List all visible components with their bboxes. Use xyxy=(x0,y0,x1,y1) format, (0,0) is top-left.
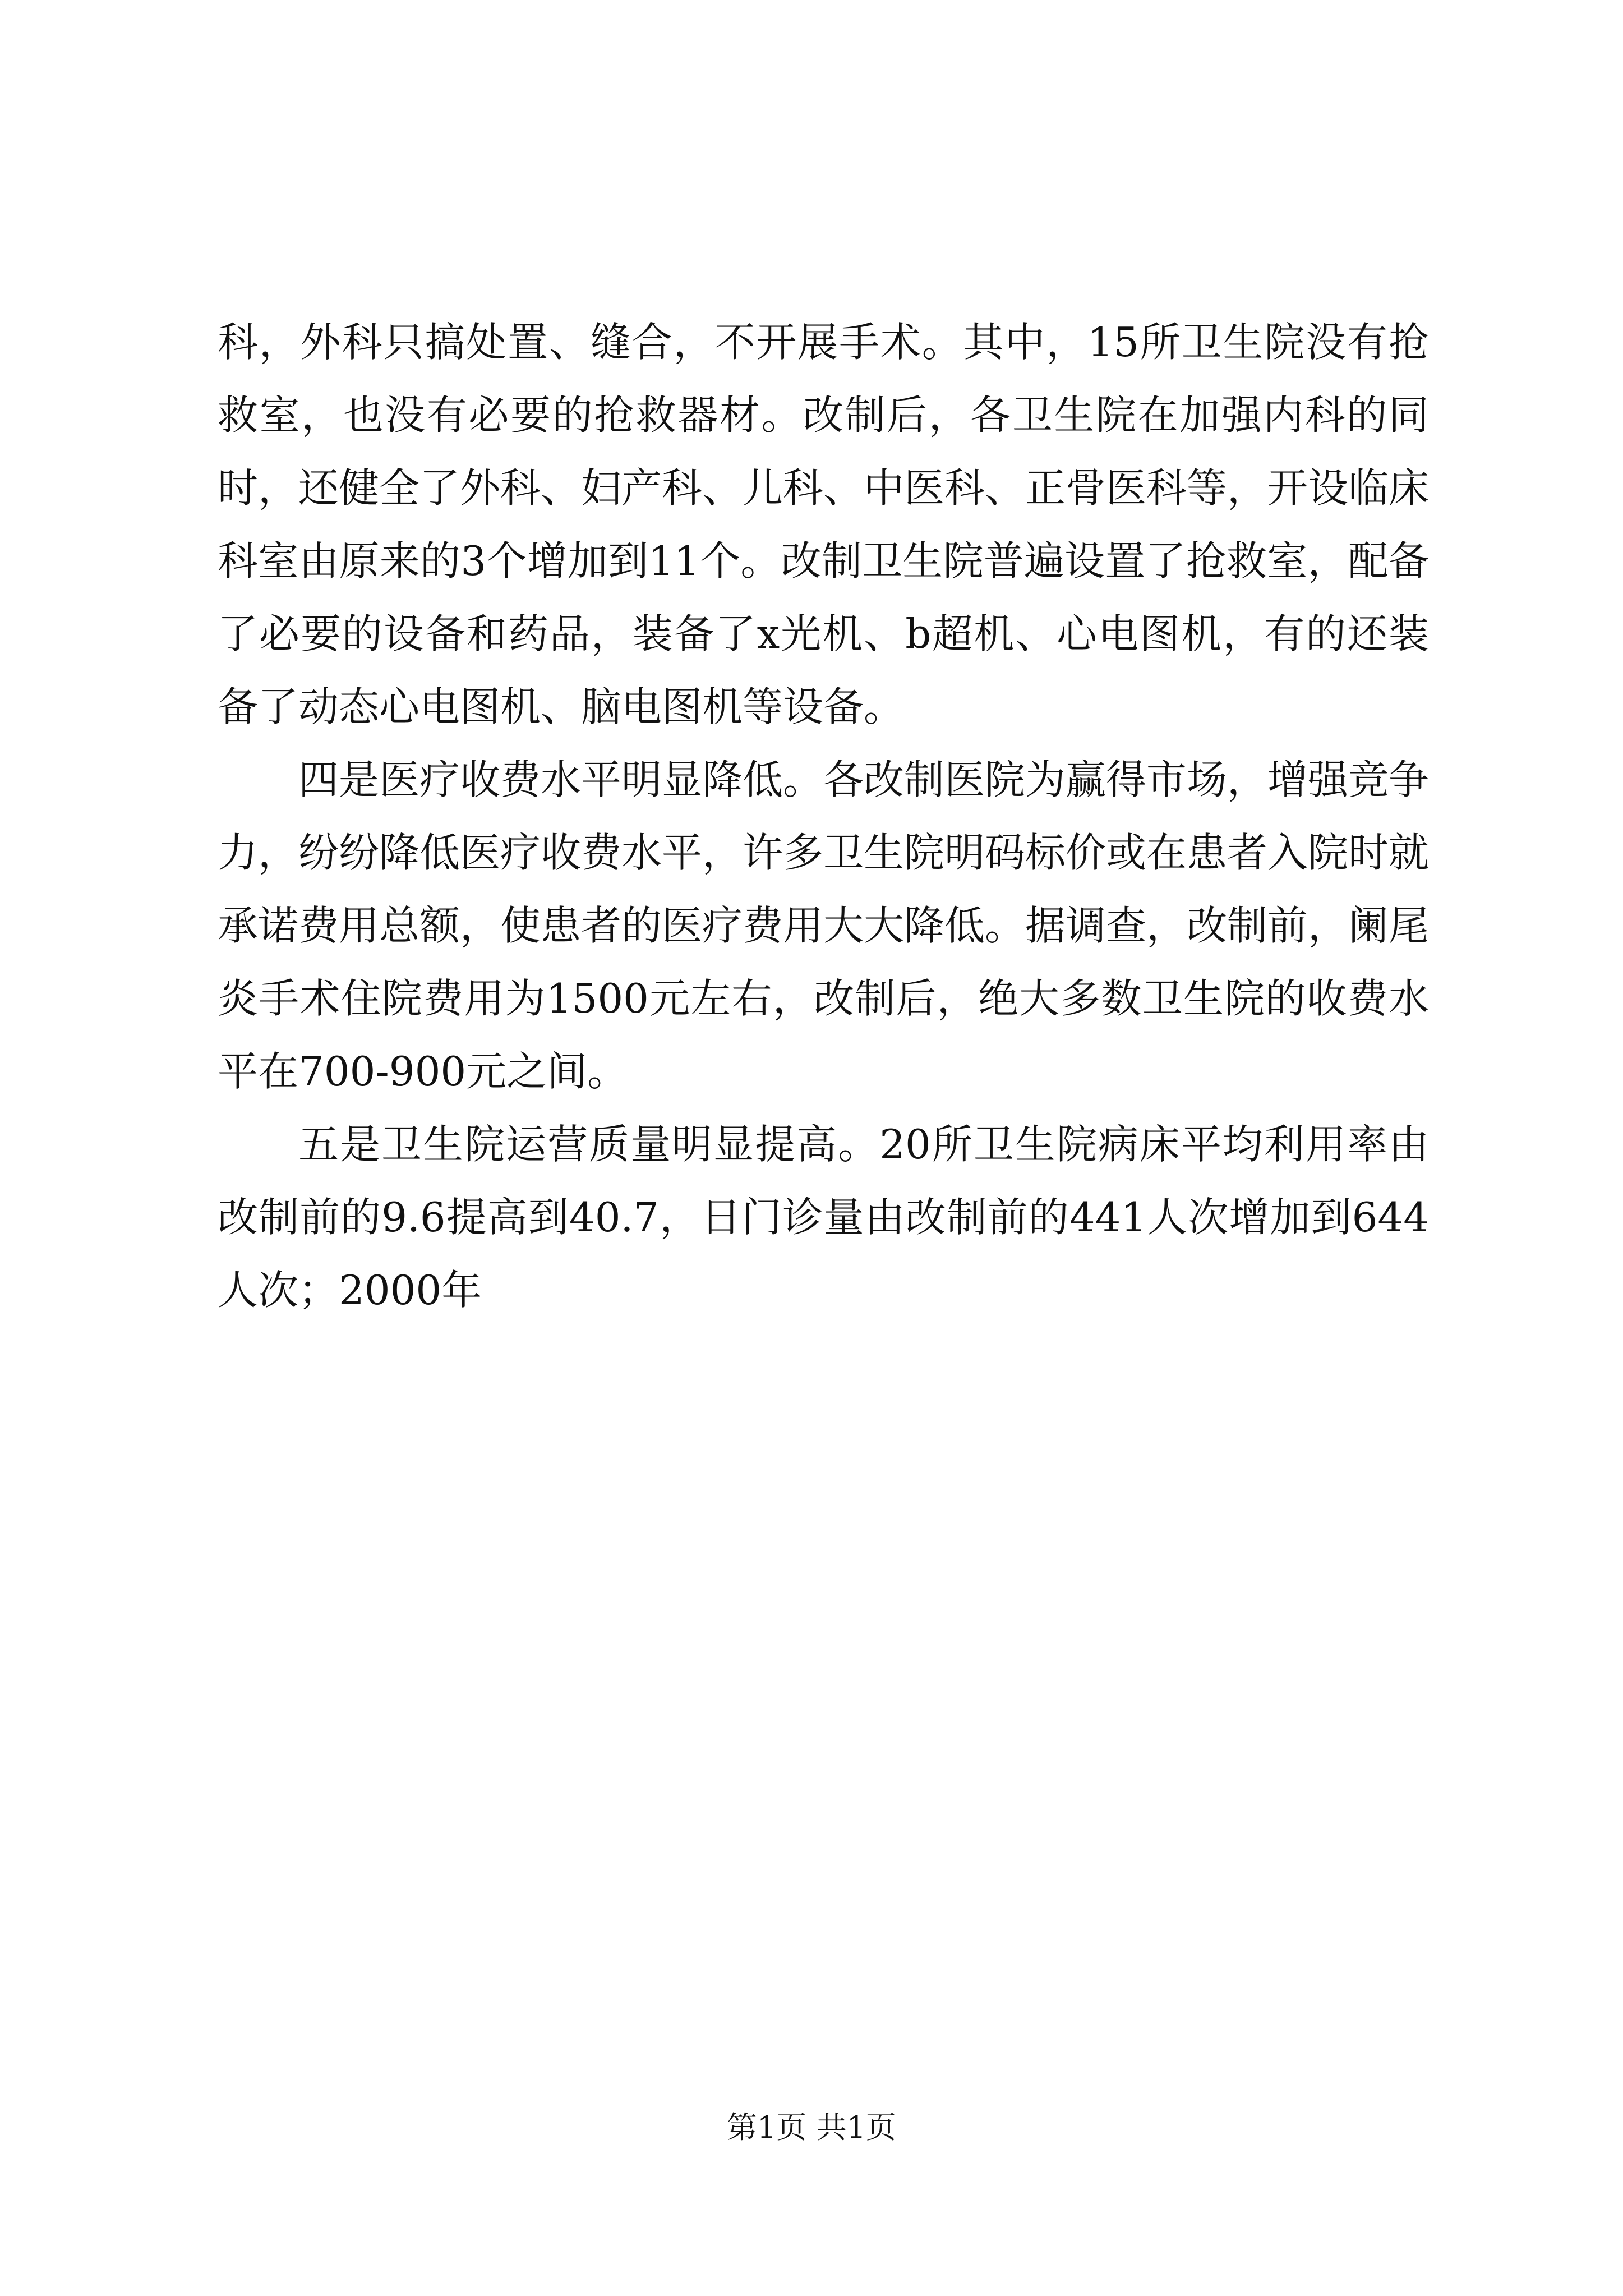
page-footer: 第1页 共1页 xyxy=(727,2110,896,2145)
paragraph-1: 科，外科只搞处置、缝合，不开展手术。其中，15所卫生院没有抢救室，也没有必要的抢救器材。改制后，各卫生院在加强内科的同时，还健全了外科、妇产科、儿科、中医科、正骨医科等，开设临床科室由原来的3个增加到11个。改制卫生院普遍设置了抢救室，配备了必要的设备和药品，装备了x光机、b超机、心电图机，有的还装备了动态心电图机、脑电图机等设备。 xyxy=(218,319,1430,730)
document-body xyxy=(218,306,1429,1327)
paragraph-3: 五是卫生院运营质量明显提高。20所卫生院病床平均利用率由改制前的9.6提高到40.7，日门诊量由改制前的441人次增加到644人次；2000年 xyxy=(218,1121,1429,1314)
paragraph-2: 四是医疗收费水平明显降低。各改制医院为赢得市场，增强竞争力，纷纷降低医疗收费水平，许多卫生院明码标价或在患者入院时就承诺费用总额，使患者的医疗费用大大降低。据调查，改制前，阑尾炎手术住院费用为1500元左右，改制后，绝大多数卫生院的收费水平在700-900元之间。 xyxy=(218,756,1430,1095)
